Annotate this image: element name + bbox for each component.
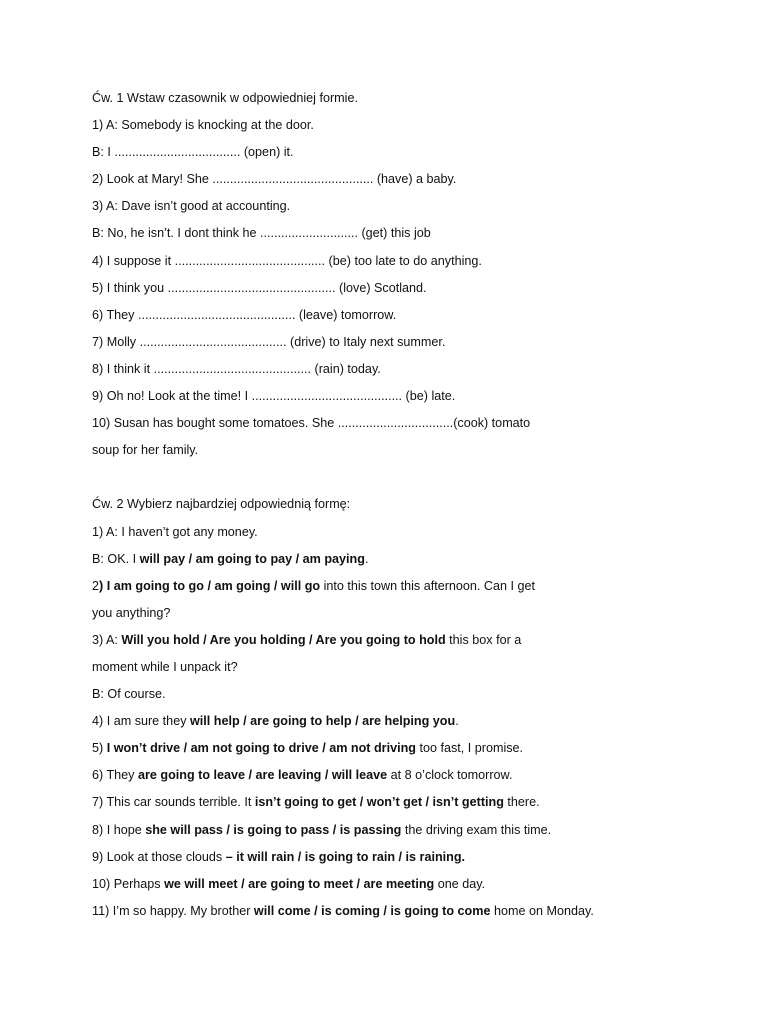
line-text: 10) Perhaps [92, 876, 165, 891]
ex1-line: 4) I suppose it ........................................... (be) too late to do anything. [92, 253, 482, 268]
ex2-line [92, 708, 712, 735]
line-text: 11) I’m so happy. My brother [92, 903, 254, 918]
exercise-1 [92, 85, 712, 464]
line-text: too fast, I promise. [415, 741, 524, 756]
line-text: . [455, 714, 459, 729]
ex2-line [92, 600, 712, 627]
ex1-line: 6) They ............................................. (leave) tomorrow. [92, 307, 397, 322]
answer-options: will come / is coming / is going to come [253, 903, 491, 918]
line-text: 3) A: [92, 632, 122, 647]
ex2-line [92, 762, 712, 789]
answer-options: Will you hold / Are you holding / Are you going to hold [121, 632, 446, 647]
ex1-line: 8) I think it ............................................. (rain) today. [92, 361, 381, 376]
line-text: the driving exam this time. [401, 822, 552, 837]
line-text: 1) A: I haven’t got any money. [92, 524, 258, 539]
answer-options: I won’t drive / am not going to drive / am not driving [106, 741, 416, 756]
ex2-line [92, 898, 712, 925]
ex2-line [92, 681, 712, 708]
answer-options: are going to leave / are leaving / will leave [137, 768, 388, 783]
answer-options: – it will rain / is going to rain / is raining. [225, 849, 466, 864]
line-text: you anything? [92, 605, 171, 620]
ex2-line [92, 735, 712, 762]
ex2-line [92, 654, 712, 681]
ex2-line [92, 546, 712, 573]
ex1-line: 2) Look at Mary! She .............................................. (have) a baby. [92, 172, 457, 187]
worksheet [92, 85, 712, 925]
ex1-line: B: No, he isn’t. I dont think he ............................ (get) this job [92, 226, 431, 241]
ex1-line: 1) A: Somebody is knocking at the door. [92, 118, 314, 133]
ex2-line [92, 844, 712, 871]
ex1-line: 9) Oh no! Look at the time! I ........................................... (be) late. [92, 389, 456, 404]
answer-options: will help / are going to help / are helping you [190, 714, 456, 729]
line-text: 8) I hope [92, 822, 146, 837]
line-text: moment while I unpack it? [92, 659, 238, 674]
ex1-line: 10) Susan has bought some tomatoes. She .................................(cook) tomato [92, 416, 531, 431]
line-text: 4) I am sure they [92, 714, 190, 729]
section-spacer [92, 464, 712, 491]
line-text: 7) This car sounds terrible. It [92, 795, 255, 810]
ex2-line [92, 573, 712, 600]
ex2-line [92, 789, 712, 816]
line-text: 6) They [92, 768, 138, 783]
ex2-line [92, 519, 712, 546]
exercise-2 [92, 491, 712, 925]
exercise-2-heading: Ćw. 2 Wybierz najbardziej odpowiednią formę: [92, 497, 351, 512]
line-text: . [364, 551, 369, 566]
ex2-line [92, 627, 712, 654]
line-text: there. [503, 795, 540, 810]
exercise-1-heading: Ćw. 1 Wstaw czasownik w odpowiedniej formie. [92, 91, 358, 105]
ex2-line [92, 871, 712, 898]
line-text: home on Monday. [490, 903, 594, 918]
ex1-line: B: I .................................... (open) it. [92, 145, 294, 160]
line-text: at 8 o’clock tomorrow. [387, 768, 513, 783]
answer-options: ) I am going to go / am going / will go [99, 578, 321, 593]
line-text: 9) Look at those clouds [92, 849, 226, 864]
ex1-line: 5) I think you ................................................ (love) Scotland. [92, 280, 427, 295]
answer-options: will pay / am going to pay / am paying [139, 551, 365, 566]
line-text: B: Of course. [92, 687, 166, 702]
line-text: 2 [92, 578, 100, 593]
answer-options: isn’t going to get / won’t get / isn’t getting [254, 795, 504, 810]
line-text: 5) [92, 741, 107, 756]
ex2-line [92, 817, 712, 844]
ex1-line: 7) Molly .......................................... (drive) to Italy next summer. [92, 334, 446, 349]
line-text: into this town this afternoon. Can I get [320, 578, 536, 593]
answer-options: we will meet / are going to meet / are meeting [164, 876, 435, 891]
ex1-line: soup for her family. [92, 443, 199, 458]
line-text: one day. [434, 876, 486, 891]
answer-options: she will pass / is going to pass / is passing [145, 822, 402, 837]
line-text: B: OK. I [92, 551, 140, 566]
ex1-line: 3) A: Dave isn’t good at accounting. [92, 199, 291, 214]
line-text: this box for a [445, 632, 522, 647]
